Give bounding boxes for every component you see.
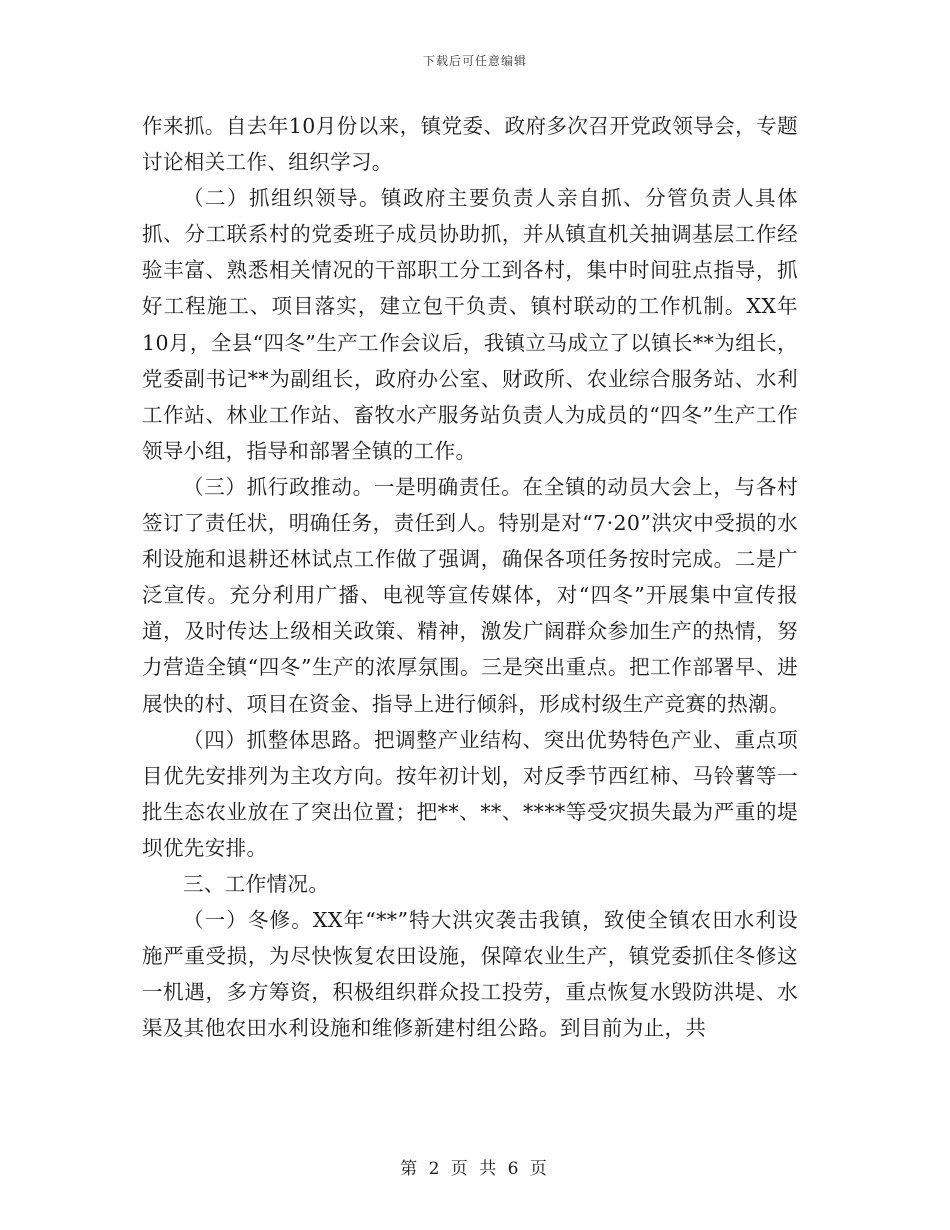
paragraph-administrative-push: （三）抓行政推动。一是明确责任。在全镇的动员大会上，与各村签订了责任状，明确任务，责任到人。特别是对“7·20”洪灾中受损的水利设施和退耕还林试点工作做了强调，确保各项任务按时完成。二是广泛宣传。充分利用广播、电视等宣传媒体，对“四冬”开展集中宣传报道，及时传达上级相关政策、精神，激发广阔群众参加生产的热情，努力营造全镇“四冬”生产的浓厚氛围。三是突出重点。把工作部署早、进展快的村、项目在资金、指导上进行倾斜，形成村级生产竞赛的热潮。 — [142, 474, 798, 716]
page-number: 第 2 页 共 6 页 — [400, 1159, 550, 1179]
paragraph-continued: 作来抓。自去年10月份以来，镇党委、政府多次召开党政领导会，专题讨论相关工作、组织学习。 — [142, 114, 798, 175]
paragraph-overall-approach: （四）抓整体思路。把调整产业结构、突出优势特色产业、重点项目优先安排列为主攻方向。按年初计划，对反季节西红柿、马铃薯等一批生态农业放在了突出位置；把**、**、****等受灾损失最为严重的堤坝优先安排。 — [142, 727, 798, 860]
paragraph-organization-leadership: （二）抓组织领导。镇政府主要负责人亲自抓、分管负责人具体抓、分工联系村的党委班子成员协助抓，并从镇直机关抽调基层工作经验丰富、熟悉相关情况的干部职工分工到各村，集中时间驻点指导，抓好工程施工、项目落实，建立包干负责、镇村联动的工作机制。XX年10月，全县“四冬”生产工作会议后，我镇立马成立了以镇长**为组长，党委副书记**为副组长，政府办公室、财政所、农业综合服务站、水利工作站、林业工作站、畜牧水产服务站负责人为成员的“四冬”生产工作领导小组，指导和部署全镇的工作。 — [142, 186, 798, 463]
section-heading-work-status: 三、工作情况。 — [183, 871, 330, 896]
paragraph-winter-repair: （一）冬修。XX年“**”特大洪灾袭击我镇，致使全镇农田水利设施严重受损，为尽快恢复农田设施，保障农业生产，镇党委抓住冬修这一机遇，多方筹资，积极组织群众投工投劳，重点恢复水毁防洪堤、水渠及其他农田水利设施和维修新建村组公路。到目前为止，共 — [142, 908, 798, 1041]
page-header: 下载后可任意编辑 — [422, 54, 527, 68]
document-body — [142, 108, 798, 1046]
